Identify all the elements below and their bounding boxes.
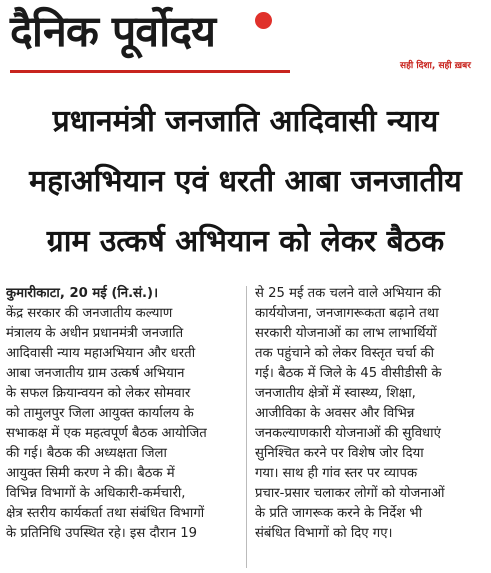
body-line: सभाकक्ष में एक महत्वपूर्ण बैठक आयोजित bbox=[6, 426, 207, 441]
body-line: गया। साथ ही गांव स्तर पर व्यापक bbox=[255, 466, 418, 481]
body-line: आदिवासी न्याय महाअभियान और धरती bbox=[6, 346, 196, 361]
body-line: सरकारी योजनाओं का लाभ लाभार्थियों bbox=[255, 326, 437, 341]
headline-line-2: महाअभियान एवं धरती आबा जनजातीय bbox=[29, 164, 462, 199]
body-line: से 25 मई तक चलने वाले अभियान की bbox=[255, 286, 442, 301]
body-line: आजीविका के अवसर और विभिन्न bbox=[255, 406, 415, 421]
masthead-tagline: सही दिशा, सही ख़बर bbox=[400, 61, 471, 71]
column-divider bbox=[246, 286, 247, 568]
body-line: संबंधित विभागों को दिए गए। bbox=[255, 526, 393, 541]
body-line: विभिन्न विभागों के अधिकारी-कर्मचारी, bbox=[6, 486, 186, 501]
headline-line-1: प्रधानमंत्री जनजाति आदिवासी न्याय bbox=[52, 104, 439, 139]
body-line: के प्रतिनिधि उपस्थित रहे। इस दौरान 19 bbox=[6, 526, 198, 541]
body-line: प्रचार-प्रसार चलाकर लोगों को योजनाओं bbox=[255, 486, 445, 501]
body-line: मंत्रालय के अधीन प्रधानमंत्री जनजाति bbox=[6, 326, 184, 341]
masthead bbox=[0, 0, 491, 84]
body-line: के प्रति जागरूक करने के निर्देश भी bbox=[255, 506, 423, 521]
logo-dot-icon bbox=[255, 12, 272, 29]
body-line: सुनिश्चित करने पर विशेष जोर दिया bbox=[255, 446, 424, 461]
newspaper-logo: दैनिक पूर्वोदय bbox=[10, 7, 216, 57]
article-column-left bbox=[6, 284, 240, 544]
body-line: क्षेत्र स्तरीय कार्यकर्ता तथा संबंधित विभागों bbox=[6, 506, 205, 521]
body-line: को तामुलपुर जिला आयुक्त कार्यालय के bbox=[6, 406, 194, 421]
body-line: आयुक्त सिमी करण ने की। बैठक में bbox=[6, 466, 175, 481]
article-column-right bbox=[255, 284, 489, 544]
body-line: गई। बैठक में जिले के 45 वीसीडीसी के bbox=[255, 366, 442, 381]
body-line: के सफल क्रियान्वयन को लेकर सोमवार bbox=[6, 386, 191, 401]
body-line: केंद्र सरकार की जनजातीय कल्याण bbox=[6, 306, 173, 321]
headline-line-3: ग्राम उत्कर्ष अभियान को लेकर बैठक bbox=[46, 224, 445, 259]
article-dateline: कुमारीकाटा, 20 मई (नि.सं.)। bbox=[6, 286, 159, 301]
body-line: की गई। बैठक की अध्यक्षता जिला bbox=[6, 446, 167, 461]
body-line: जनजातीय क्षेत्रों में स्वास्थ्य, शिक्षा, bbox=[255, 386, 416, 401]
article-headline bbox=[0, 92, 491, 272]
body-line: कार्ययोजना, जनजागरूकता बढ़ाने तथा bbox=[255, 306, 439, 321]
masthead-rule bbox=[10, 70, 290, 73]
body-line: आबा जनजातीय ग्राम उत्कर्ष अभियान bbox=[6, 366, 185, 381]
body-line: तक पहुंचाने को लेकर विस्तृत चर्चा की bbox=[255, 346, 435, 361]
body-line: जनकल्याणकारी योजनाओं की सुविधाएं bbox=[255, 426, 441, 441]
